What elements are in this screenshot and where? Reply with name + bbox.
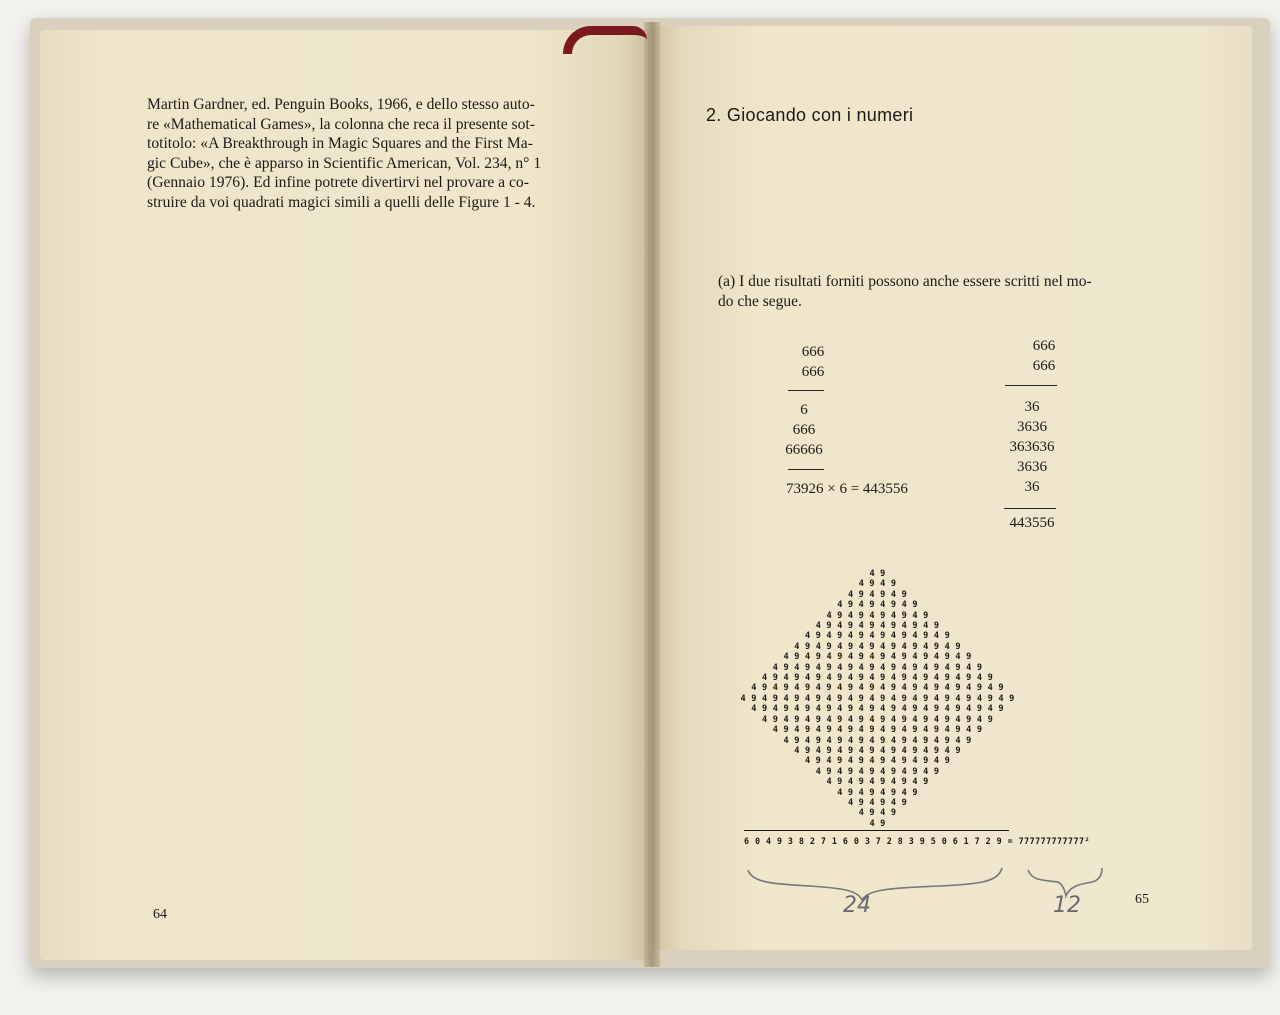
diamond-row: 4 9 4 9 4 9	[847, 797, 908, 808]
calc-value: 666	[1032, 338, 1056, 354]
right-calc-result	[1000, 513, 1064, 533]
diamond-row: 4 9 4 9 4 9 4 9 4 9 4 9 4 9 4 9 4 9 4 9 4 9 4 9 4 9	[740, 693, 1015, 704]
diamond-row: 4 9 4 9 4 9 4 9 4 9 4 9	[815, 621, 940, 632]
right-calc-middle	[1000, 397, 1064, 497]
diamond-row: 4 9 4 9 4 9 4 9	[837, 787, 918, 798]
diamond-row: 4 9 4 9 4 9 4 9 4 9 4 9 4 9 4 9 4 9 4 9 4 9	[761, 673, 994, 684]
chapter-title: 2. Giocando con i numeri	[706, 105, 914, 125]
calc-value: 3636	[1017, 459, 1047, 475]
paragraph-line: (a) I due risultati forniti possono anche essere scritti nel mo-	[718, 273, 1092, 290]
diamond-row: 4 9 4 9 4 9 4 9	[837, 600, 918, 611]
book-gutter	[644, 22, 660, 967]
diamond-row: 4 9 4 9 4 9 4 9 4 9	[826, 610, 929, 621]
left-calc-top	[786, 342, 840, 382]
calc-value: 36	[1024, 479, 1040, 495]
diamond-row: 4 9 4 9 4 9 4 9 4 9 4 9 4 9 4 9 4 9 4 9 4 9 4 9	[751, 704, 1004, 715]
bookmark-ribbon	[563, 26, 647, 54]
handwritten-note-left: 24	[843, 893, 871, 918]
exercise-paragraph	[718, 272, 1168, 312]
left-line: Martin Gardner, ed. Penguin Books, 1966, e dello stesso auto-	[147, 96, 535, 113]
diamond-row: 4 9 4 9 4 9 4 9 4 9 4 9 4 9 4 9 4 9 4 9 4 9	[761, 714, 994, 725]
diamond-row: 4 9 4 9 4 9 4 9 4 9 4 9 4 9 4 9	[794, 745, 961, 756]
diamond-row: 4 9 4 9 4 9 4 9 4 9 4 9 4 9 4 9 4 9 4 9 4 9 4 9	[751, 683, 1004, 694]
diamond-row: 4 9 4 9 4 9 4 9 4 9 4 9 4 9 4 9 4 9 4 9	[772, 725, 983, 736]
right-calc-rule-2	[1004, 508, 1056, 509]
diamond-row: 4 9 4 9 4 9 4 9 4 9 4 9 4 9 4 9 4 9 4 9	[772, 662, 983, 673]
left-calc-rule-2	[788, 469, 824, 470]
diamond-row: 4 9 4 9	[858, 579, 897, 590]
calc-value: 666	[801, 364, 825, 380]
diamond-row: 4 9 4 9 4 9 4 9 4 9 4 9 4 9	[804, 756, 951, 767]
diamond-row: 4 9 4 9 4 9 4 9 4 9 4 9	[815, 766, 940, 777]
left-line: struire da voi quadrati magici simili a quelli delle Figure 1 - 4.	[147, 193, 536, 211]
diamond-row: 4 9 4 9 4 9 4 9 4 9	[826, 777, 929, 788]
calc-value: 666	[1032, 358, 1056, 374]
left-calc-middle	[776, 400, 832, 460]
right-page-number: 65	[1135, 892, 1149, 907]
diamond-row: 4 9 4 9	[858, 808, 897, 819]
diamond-row: 4 9	[869, 818, 886, 829]
paragraph-line: do che segue.	[718, 293, 802, 310]
handwritten-note-right: 12	[1053, 893, 1081, 918]
diamond-row: 4 9 4 9 4 9 4 9 4 9 4 9 4 9 4 9 4 9	[783, 652, 972, 663]
left-calc-rule-1	[788, 390, 824, 391]
left-page-text	[147, 95, 622, 213]
right-calc-rule-1	[1005, 385, 1057, 386]
diamond-row: 4 9 4 9 4 9	[847, 589, 908, 600]
right-calc-top	[1016, 336, 1072, 376]
calc-value: 666	[792, 422, 816, 438]
left-page-number: 64	[153, 907, 167, 922]
left-calc-result: 73926 × 6 = 443556	[786, 481, 908, 497]
calc-value: 36	[1024, 399, 1040, 415]
diamond-row: 4 9 4 9 4 9 4 9 4 9 4 9 4 9 4 9	[794, 641, 961, 652]
left-line: totitolo: «A Breakthrough in Magic Squares and the First Ma-	[147, 135, 533, 153]
calc-value: 6	[800, 402, 808, 418]
digit-diamond	[735, 569, 1020, 829]
calc-value: 66666	[785, 442, 823, 458]
calc-value: 666	[801, 344, 825, 360]
calc-value: 3636	[1017, 419, 1047, 435]
diamond-row: 4 9	[869, 569, 886, 579]
sum-line: 6 0 4 9 3 8 2 7 1 6 0 3 7 2 8 3 9 5 0 6 1 7 2 9 = 777777777777²	[744, 836, 1091, 846]
left-line: gic Cube», che è apparso in Scientific American, Vol. 234, n° 1	[147, 154, 542, 172]
diamond-row: 4 9 4 9 4 9 4 9 4 9 4 9 4 9 4 9 4 9	[783, 735, 972, 746]
calc-value: 443556	[1009, 515, 1055, 531]
diamond-row: 4 9 4 9 4 9 4 9 4 9 4 9 4 9	[804, 631, 951, 642]
left-line: (Gennaio 1976). Ed infine potrete divertirvi nel provare a co-	[147, 174, 529, 192]
sum-rule	[744, 830, 1009, 831]
left-line: re «Mathematical Games», la colonna che reca il presente sot-	[147, 115, 535, 133]
calc-value: 363636	[1009, 439, 1055, 455]
